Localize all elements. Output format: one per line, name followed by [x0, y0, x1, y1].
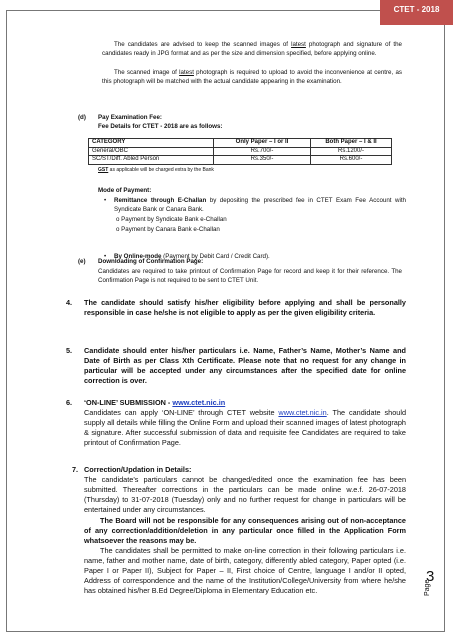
page-number: 3: [426, 568, 435, 585]
section-e-text: Candidates are required to take printout of Confirmation Page for record and keep it for their reference. The Confirmation Page is not required to be sent to CTET Unit.: [98, 268, 402, 284]
fee-table-header: CATEGORY Only Paper – I or II Both Paper – I & II: [89, 139, 392, 148]
item-6: 6. ‘ON-LINE’ SUBMISSION - www.ctet.nic.in: [66, 398, 226, 407]
item-7-p3: The candidates shall be permitted to make on-line correction in their following particulars i.e. name, father and mother name, date of birth, category, differently abled category, Paper opted (i.e. Paper I or Paper II), Subject for Paper – II, First choice of Centre, language I and/or II opted, Address of correspondence and the name of the Institution/College/University from where he/she has obtained his/her B.Ed Degree/Diploma in Elementary Education etc.: [84, 546, 406, 595]
bullet-icon: •: [104, 253, 107, 260]
gst-note: GST as applicable will be charged extra by the Bank: [98, 167, 214, 173]
section-d-subtitle: Fee Details for CTET - 2018 are as follows:: [98, 123, 223, 130]
payment-online: • By Online-mode (Payment by Debit Card / Credit Card).: [104, 253, 270, 260]
table-row: SC/ST/Diff. Abled Person Rs.350/- Rs.600/-: [89, 156, 392, 165]
section-e-title: Downloading of Confirmation Page:: [98, 258, 204, 265]
mode-of-payment-title: Mode of Payment:: [98, 187, 152, 194]
bullet-icon: •: [104, 197, 107, 204]
payment-canara: o Payment by Canara Bank e-Challan: [116, 226, 220, 233]
item-6-text: Candidates can apply ‘ON-LINE’ through CTET website www.ctet.nic.in. The candidate should supply all details while filling the Online Form and upload their scanned images of latest photograph & signature. After successful submission of data and requisite fee Candidates are required to take printout of Confirmation Page.: [84, 408, 407, 447]
section-e-marker: (e): [78, 258, 86, 265]
section-d-title: Pay Examination Fee:: [98, 114, 162, 121]
payment-echallan: • Remittance through E-Challan by depositing the prescribed fee in CTET Exam Fee Account with Syndicate Bank or Canara Bank.: [104, 197, 406, 213]
item-7: 7. Correction/Updation in Details:: [72, 465, 192, 474]
intro-paragraph-1: The candidates are advised to keep the scanned images of latest photograph and signature of the candidates ready in JPG format and as per the size and dimension specified, before applying online.: [102, 41, 402, 57]
page-label: Page: [424, 579, 431, 596]
item-5: 5. Candidate should enter his/her particulars i.e. Name, Father’s Name, Mother’s Name and Date of Birth as per Class Xth Certificate. Please note that no request for any change in particular will be accepted under any circumstances after the specified date for online correction is over.: [66, 346, 406, 385]
ctet-website-link[interactable]: www.ctet.nic.in: [278, 408, 327, 417]
item-7-p2: The Board will not be responsible for any consequences arising out of non-acceptance of any correction/addition/deletion in any particular once filled in the Application Form whatsoever the reasons may be.: [84, 516, 406, 545]
item-7-p1: The candidate’s particulars cannot be changed/edited once the examination fee has been submitted. Thereafter corrections in the particulars can be made online w.e.f. 26-07-2018 (Thursday) to 31-07-2018 (Tuesday) only and no further request for change in particulars will be entertained under any circumstances.: [84, 475, 406, 514]
intro-paragraph-2: The scanned image of latest photograph is required to upload to avoid the inconvenience at centre, as this photograph will be matched with the actual candidate appearing in the examination.: [102, 69, 402, 85]
table-row: General/OBC Rs.700/- Rs.1200/-: [89, 147, 392, 156]
fee-table: [88, 138, 392, 165]
section-d-marker: (d): [78, 114, 86, 121]
payment-syndicate: o Payment by Syndicate Bank e-Challan: [116, 216, 227, 223]
header-title: CTET - 2018: [393, 5, 440, 14]
ctet-website-link-title[interactable]: www.ctet.nic.in: [172, 398, 226, 407]
item-4: 4. The candidate should satisfy his/her eligibility before applying and shall be personally responsible in case he/she is not eligible to apply as per the given eligibility criteria.: [66, 298, 406, 317]
